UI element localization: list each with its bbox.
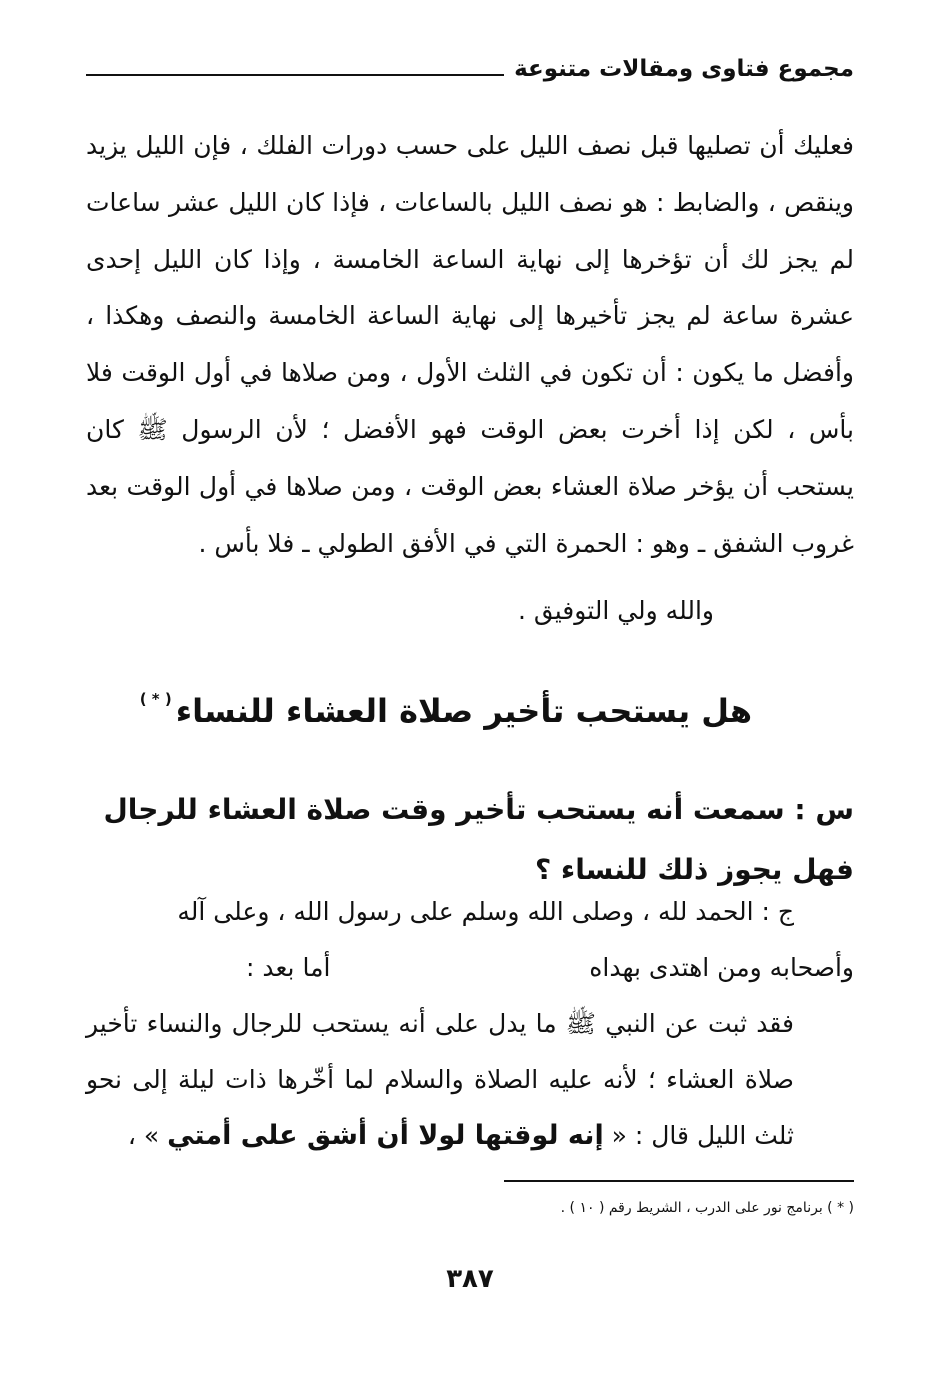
- answer-amma-bad: أما بعد :: [246, 953, 331, 982]
- answer-salutation: وأصحابه ومن اهتدى بهداه: [589, 953, 854, 982]
- question-line-1: س : سمعت أنه يستحب تأخير وقت صلاة العشاء للرجال: [103, 793, 854, 826]
- question-block: [86, 780, 854, 900]
- running-header: [86, 52, 854, 92]
- footnote: ( * ) برنامج نور على الدرب ، الشريط رقم ( ١٠ ) .: [560, 1200, 854, 1216]
- answer-line-2: [86, 940, 854, 996]
- footnote-rule: [504, 1180, 854, 1182]
- body-paragraph: فعليك أن تصليها قبل نصف الليل على حسب دورات الفلك ، فإن الليل يزيد وينقص ، والضابط : هو نصف الليل بالساعات ، فإذا كان الليل عشر ساعات لم يجز لك أن تؤخرها إلى نهاية الساعة الخامسة ، وإذا كان الليل إحدى عشرة ساعة لم يجز تأخيرها إلى نهاية الساعة الخامسة والنصف وهكذا ، وأفضل ما يكون : أن تكون في الثلث الأول ، ومن صلاها في أول الوقت فلا بأس ، لكن إذا أخرت بعض الوقت فهو الأفضل ؛ لأن الرسول ﷺ كان يستحب أن يؤخر صلاة العشاء بعض الوقت ، ومن صلاها في أول الوقت بعد غروب الشفق ـ وهو : الحمرة التي في الأفق الطولي ـ فلا بأس .: [86, 131, 854, 558]
- answer-block: [86, 884, 854, 1164]
- footnote-marker: ( * ): [139, 690, 172, 708]
- answer-paragraph: [86, 996, 854, 1164]
- section-title: [140, 690, 752, 730]
- answer-paragraph-end: » ،: [127, 1121, 160, 1150]
- header-rule: [86, 74, 504, 76]
- question-line-2: فهل يجوز ذلك للنساء ؟: [534, 853, 854, 886]
- book-title: مجموع فتاوى ومقالات متنوعة: [514, 56, 854, 82]
- section-title-text: هل يستحب تأخير صلاة العشاء للنساء: [175, 692, 752, 730]
- answer-line-1: ج : الحمد لله ، وصلى الله وسلم على رسول الله ، وعلى آله: [177, 897, 794, 926]
- hadith-quote: إنه لوقتها لولا أن أشق على أمتي: [167, 1120, 604, 1151]
- closing-line: والله ولي التوفيق .: [518, 596, 714, 625]
- page-number: ٣٨٧: [446, 1264, 494, 1294]
- body-paragraph-block: [86, 118, 854, 572]
- answer-paragraph-text: فقد ثبت عن النبي ﷺ ما يدل على أنه يستحب للرجال والنساء تأخير صلاة العشاء ؛ لأنه عليه الصلاة والسلام لما أخّرها ذات ليلة إلى نحو ثلث الليل قال : «: [86, 1009, 794, 1150]
